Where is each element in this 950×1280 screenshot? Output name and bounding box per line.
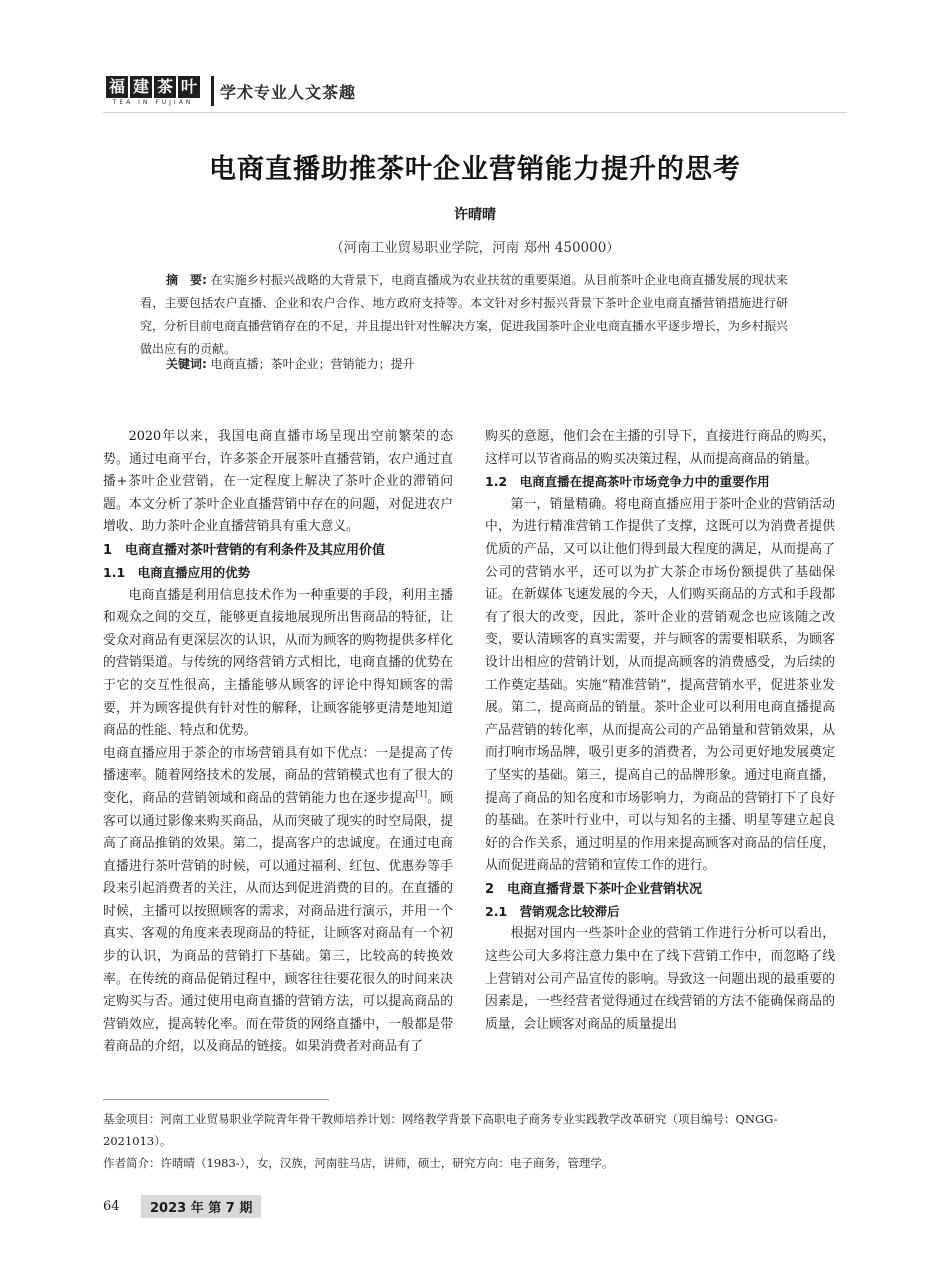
paragraph: [103, 743, 453, 1059]
author-bio: 作者简介：许晴晴（1983-），女，汉族，河南驻马店，讲师，硕士，研究方向：电子商务，管理学。: [103, 1156, 614, 1170]
paragraph-text: 电商直播应用于茶企的市场营销具有如下优点：一是提高了传播速率。随着网络技术的发展，商品的营销模式也有了很大的变化，商品的营销领域和商品的营销能力也在逐步提高: [103, 745, 453, 806]
header-rule: [103, 112, 847, 113]
paragraph-text: 。顾客可以通过影像来购买商品，从而突破了现实的时空局限，提高了商品推销的效果。第二，提高客户的忠诚度。在通过电商直播进行茶叶营销的时候，可以通过福利、红包、优惠券等手段来引起消费者的关注，从而达到促进消费的目的。在直播的时候，主播可以按照顾客的需求，对商品进行演示，并用一个真实、客观的角度来表现商品的特征，让顾客对商品有一个初步的认识，为商品的营销打下基础。第三，比较高的转换效率。在传统的商品促销过程中，顾客往往要花很久的时间来决定购买与否。通过使用电商直播的营销方法，可以提高商品的营销效应，提高转化率。而在带货的网络直播中，一般都是带着商品的介绍，以及商品的链接。如果消费者对商品有了: [103, 790, 454, 1055]
abstract: [140, 269, 788, 361]
page-footer: [103, 1195, 261, 1218]
keywords-text: 电商直播；茶叶企业；营销能力；提升: [210, 357, 415, 371]
abstract-label: 摘 要:: [166, 273, 207, 287]
logo-subtitle: TEA IN FUJIAN: [112, 99, 194, 106]
footnotes: [103, 1108, 838, 1174]
article-title: 电商直播助推茶叶企业营销能力提升的思考: [209, 154, 741, 185]
issue-badge: 2023 年 第 7 期: [141, 1195, 261, 1218]
header-divider: [211, 76, 214, 106]
paragraph: 2020年以来，我国电商直播市场呈现出空前繁荣的态势。通过电商平台，许多茶企开展茶叶直播营销，农户通过直播+茶叶企业营销，在一定程度上解决了茶叶企业的滞销问题。本文分析了茶叶企业直播营销中存在的问题，对促进农户增收、助力茶叶企业直播营销具有重大意义。: [103, 429, 453, 535]
logo-char: 茶: [154, 76, 176, 98]
logo-char: 福: [106, 76, 128, 98]
paragraph: 根据对国内一些茶叶企业的营销工作进行分析可以看出，这些公司大多将注意力集中在了线下营销工作中，而忽略了线上营销对公司产品宣传的影响。导致这一问题出现的最重要的因素是，一些经营者觉得通过在线营销的方法不能确保商品的质量，会让顾客对商品的质量提出: [485, 926, 835, 1032]
keywords-label: 关键词:: [166, 357, 207, 371]
author-affiliation: （河南工业贸易职业学院，河南 郑州 450000）: [330, 240, 620, 256]
subsection-heading: 1.2 电商直播在提高茶叶市场竞争力中的重要作用: [485, 474, 770, 490]
section-heading: 2 电商直播背景下茶叶企业营销状况: [485, 881, 703, 897]
article-author: 许晴晴: [454, 207, 496, 223]
page-number: 64: [103, 1199, 120, 1214]
journal-header: [103, 76, 356, 106]
body-column-left: [103, 426, 453, 1059]
section-title: 学术专业人文茶趣: [220, 82, 357, 102]
body-column-right: [485, 426, 835, 1036]
journal-logo: [103, 76, 203, 106]
paragraph: 购买的意愿，他们会在主播的引导下，直接进行商品的购买，这样可以节省商品的购买决策过程，从而提高商品的销量。: [485, 429, 835, 467]
abstract-text: 在实施乡村振兴战略的大背景下，电商直播成为农业扶贫的重要渠道。从目前茶叶企业电商直播发展的现状来看，主要包括农户直播、企业和农户合作、地方政府支持等。本文针对乡村振兴背景下茶叶企业电商直播营销措施进行研究，分析目前电商直播营销存在的不足，并且提出针对性解决方案，促进我国茶叶企业电商直播水平逐步增长，为乡村振兴做出应有的贡献。: [140, 273, 789, 356]
subsection-heading: 1.1 电商直播应用的优势: [103, 564, 251, 580]
fund-note: 基金项目：河南工业贸易职业学院青年骨干教师培养计划：网络教学背景下高职电子商务专业实践教学改革研究（项目编号：QNGG-2021013）。: [103, 1112, 778, 1148]
subsection-heading: 2.1 营销观念比较滞后: [485, 903, 620, 919]
logo-char: 建: [130, 76, 152, 98]
citation-marker[interactable]: [1]: [415, 789, 427, 799]
footnote-rule: [103, 1099, 329, 1100]
paragraph: 第一，销量精确。将电商直播应用于茶叶企业的营销活动中，为进行精准营销工作提供了支撑，这既可以为消费者提供优质的产品，又可以让他们得到最大程度的满足，从而提高了公司的营销水平，还可以为扩大茶企市场份额提供了基础保证。在新媒体飞速发展的今天，人们购买商品的方式和手段都有了很大的改变，因此，茶叶企业的营销观念也应该随之改变，要认清顾客的真实需要，并与顾客的需要相联系，为顾客设计出相应的营销计划，从而提高顾客的消费感受，为后续的工作奠定基础。实施“精准营销”，提高营销水平，促进茶业发展。第二，提高商品的销量。茶叶企业可以利用电商直播提高产品营销的转化率，从而提高公司的产品销量和营销效果，从而打响市场品牌，吸引更多的消费者，为公司更好地发展奠定了坚实的基础。第三，提高自己的品牌形象。通过电商直播，提高了商品的知名度和市场影响力，为商品的营销打下了良好的基础。在茶叶行业中，可以与知名的主播、明星等建立起良好的合作关系，通过明星的作用来提高顾客对商品的信任度，从而促进商品的营销和宣传工作的进行。: [485, 496, 835, 874]
section-heading: 1 电商直播对茶叶营销的有利条件及其应用价值: [103, 542, 386, 558]
logo-char: 叶: [178, 76, 200, 98]
paragraph: 电商直播是利用信息技术作为一种重要的手段，利用主播和观众之间的交互，能够更直接地展现所出售商品的特征，让受众对商品有更深层次的认识，从而为顾客的购物提供多样化的营销渠道。与传统的网络营销方式相比，电商直播的优势在于它的交互性很高，主播能够从顾客的评论中得知顾客的需要，并为顾客提供有针对性的解释，让顾客能够更清楚地知道商品的性能、特点和优势。: [103, 587, 453, 739]
keywords: [166, 353, 415, 376]
